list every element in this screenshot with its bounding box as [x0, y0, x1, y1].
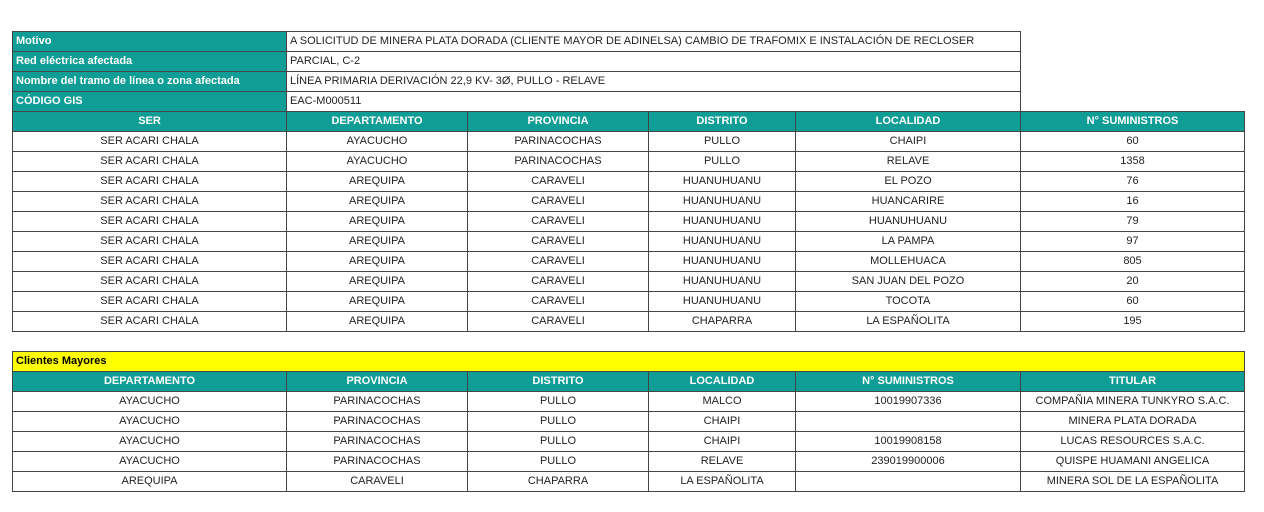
table-cell: PARINACOCHAS	[287, 392, 468, 412]
column-header: DISTRITO	[468, 372, 649, 392]
info-label: Motivo	[13, 32, 287, 52]
table-row	[13, 312, 1245, 332]
info-row	[13, 72, 1021, 92]
table-cell: AYACUCHO	[13, 412, 287, 432]
table-cell: HUANCARIRE	[796, 192, 1021, 212]
table-cell: 60	[1021, 292, 1245, 312]
table-cell: LUCAS RESOURCES S.A.C.	[1021, 432, 1245, 452]
table-cell: SER ACARI CHALA	[13, 192, 287, 212]
table-cell: PARINACOCHAS	[287, 432, 468, 452]
table-cell: CARAVELI	[468, 192, 649, 212]
column-header: SER	[13, 112, 287, 132]
table-cell: CARAVELI	[468, 272, 649, 292]
table-row	[13, 412, 1245, 432]
table-cell: CHAIPI	[649, 412, 796, 432]
table-row	[13, 132, 1245, 152]
table-cell: HUANUHUANU	[649, 212, 796, 232]
table-cell: AREQUIPA	[287, 272, 468, 292]
table-cell: CARAVELI	[468, 252, 649, 272]
table-cell: PARINACOCHAS	[468, 152, 649, 172]
table-row	[13, 292, 1245, 312]
info-table	[12, 31, 1021, 112]
table-cell: CHAPARRA	[649, 312, 796, 332]
table-cell: LA ESPAÑOLITA	[649, 472, 796, 492]
table-cell: PULLO	[468, 432, 649, 452]
table-cell	[796, 472, 1021, 492]
table-cell: 20	[1021, 272, 1245, 292]
table-row	[13, 472, 1245, 492]
table-cell: 195	[1021, 312, 1245, 332]
table-cell: CARAVELI	[468, 212, 649, 232]
table-cell: 60	[1021, 132, 1245, 152]
table-cell: 76	[1021, 172, 1245, 192]
table-cell: 10019907336	[796, 392, 1021, 412]
table-cell: HUANUHUANU	[649, 172, 796, 192]
info-label: Red eléctrica afectada	[13, 52, 287, 72]
table-cell: PARINACOCHAS	[287, 452, 468, 472]
table-cell: EL POZO	[796, 172, 1021, 192]
table-cell: COMPAÑIA MINERA TUNKYRO S.A.C.	[1021, 392, 1245, 412]
table-row	[13, 252, 1245, 272]
table-cell: AREQUIPA	[287, 292, 468, 312]
info-value: EAC-M000511	[287, 92, 1021, 112]
table-cell: QUISPE HUAMANI ANGELICA	[1021, 452, 1245, 472]
column-header: DISTRITO	[649, 112, 796, 132]
table-cell: 10019908158	[796, 432, 1021, 452]
table-cell: PULLO	[468, 452, 649, 472]
column-header: DEPARTAMENTO	[287, 112, 468, 132]
table-row	[13, 192, 1245, 212]
table-cell: HUANUHUANU	[649, 292, 796, 312]
table-cell: MINERA SOL DE LA ESPAÑOLITA	[1021, 472, 1245, 492]
table-cell: 97	[1021, 232, 1245, 252]
table-cell: AREQUIPA	[287, 172, 468, 192]
table-cell: SER ACARI CHALA	[13, 292, 287, 312]
table-cell: RELAVE	[796, 152, 1021, 172]
table-cell: AYACUCHO	[287, 152, 468, 172]
table-cell: CARAVELI	[468, 232, 649, 252]
table-cell: AREQUIPA	[13, 472, 287, 492]
table-cell: AREQUIPA	[287, 212, 468, 232]
table-cell: AYACUCHO	[287, 132, 468, 152]
table-row	[13, 452, 1245, 472]
column-header: PROVINCIA	[287, 372, 468, 392]
section-title: Clientes Mayores	[13, 352, 1245, 372]
table-cell: CHAPARRA	[468, 472, 649, 492]
table-row	[13, 272, 1245, 292]
table-cell: MINERA PLATA DORADA	[1021, 412, 1245, 432]
column-header: N° SUMINISTROS	[796, 372, 1021, 392]
table-cell: AYACUCHO	[13, 452, 287, 472]
table-cell: TOCOTA	[796, 292, 1021, 312]
table-cell: CARAVELI	[468, 172, 649, 192]
table-cell: SER ACARI CHALA	[13, 312, 287, 332]
info-row	[13, 32, 1021, 52]
table-cell: CHAIPI	[796, 132, 1021, 152]
info-value: PARCIAL, C-2	[287, 52, 1021, 72]
table-cell: PULLO	[468, 392, 649, 412]
table-cell	[796, 412, 1021, 432]
table-cell: MOLLEHUACA	[796, 252, 1021, 272]
table-cell: PULLO	[649, 132, 796, 152]
table-cell: CARAVELI	[468, 312, 649, 332]
column-header: TITULAR	[1021, 372, 1245, 392]
table-cell: PARINACOCHAS	[468, 132, 649, 152]
column-header: DEPARTAMENTO	[13, 372, 287, 392]
table-cell: AYACUCHO	[13, 432, 287, 452]
table-cell: SER ACARI CHALA	[13, 232, 287, 252]
table-cell: LA ESPAÑOLITA	[796, 312, 1021, 332]
table-cell: SER ACARI CHALA	[13, 132, 287, 152]
table-cell: HUANUHUANU	[796, 212, 1021, 232]
table-cell: AREQUIPA	[287, 252, 468, 272]
column-header: LOCALIDAD	[649, 372, 796, 392]
table-cell: 79	[1021, 212, 1245, 232]
info-label: Nombre del tramo de línea o zona afectada	[13, 72, 287, 92]
table-cell: MALCO	[649, 392, 796, 412]
table-row	[13, 432, 1245, 452]
table-row	[13, 152, 1245, 172]
table-cell: 1358	[1021, 152, 1245, 172]
table-cell: AYACUCHO	[13, 392, 287, 412]
table-header-row	[13, 112, 1245, 132]
localidades-table	[12, 111, 1245, 332]
table-cell: SER ACARI CHALA	[13, 152, 287, 172]
table-cell: AREQUIPA	[287, 312, 468, 332]
table-header-row	[13, 372, 1245, 392]
column-header: PROVINCIA	[468, 112, 649, 132]
column-header: LOCALIDAD	[796, 112, 1021, 132]
table-row	[13, 392, 1245, 412]
table-cell: HUANUHUANU	[649, 252, 796, 272]
table-row	[13, 232, 1245, 252]
table-cell: SER ACARI CHALA	[13, 272, 287, 292]
table-cell: SER ACARI CHALA	[13, 252, 287, 272]
table-cell: SER ACARI CHALA	[13, 172, 287, 192]
table-row	[13, 212, 1245, 232]
table-cell: CARAVELI	[287, 472, 468, 492]
table-cell: 805	[1021, 252, 1245, 272]
table-cell: SAN JUAN DEL POZO	[796, 272, 1021, 292]
table-cell: AREQUIPA	[287, 232, 468, 252]
table-cell: LA PAMPA	[796, 232, 1021, 252]
info-value: A SOLICITUD DE MINERA PLATA DORADA (CLIENTE MAYOR DE ADINELSA) CAMBIO DE TRAFOMIX E INSTALACIÓN DE RECLOSER	[287, 32, 1021, 52]
table-cell: 16	[1021, 192, 1245, 212]
table-cell: CARAVELI	[468, 292, 649, 312]
info-row	[13, 92, 1021, 112]
table-cell: RELAVE	[649, 452, 796, 472]
table-row	[13, 172, 1245, 192]
info-value: LÍNEA PRIMARIA DERIVACIÓN 22,9 KV- 3Ø, PULLO - RELAVE	[287, 72, 1021, 92]
table-cell: SER ACARI CHALA	[13, 212, 287, 232]
info-row	[13, 52, 1021, 72]
table-cell: HUANUHUANU	[649, 192, 796, 212]
table-cell: PULLO	[649, 152, 796, 172]
column-header: N° SUMINISTROS	[1021, 112, 1245, 132]
table-cell: PARINACOCHAS	[287, 412, 468, 432]
table-cell: PULLO	[468, 412, 649, 432]
table-cell: HUANUHUANU	[649, 232, 796, 252]
section-title-row	[13, 352, 1245, 372]
table-cell: 239019900006	[796, 452, 1021, 472]
table-cell: HUANUHUANU	[649, 272, 796, 292]
clientes-mayores-table	[12, 351, 1245, 492]
info-label: CÓDIGO GIS	[13, 92, 287, 112]
table-cell: CHAIPI	[649, 432, 796, 452]
table-cell: AREQUIPA	[287, 192, 468, 212]
